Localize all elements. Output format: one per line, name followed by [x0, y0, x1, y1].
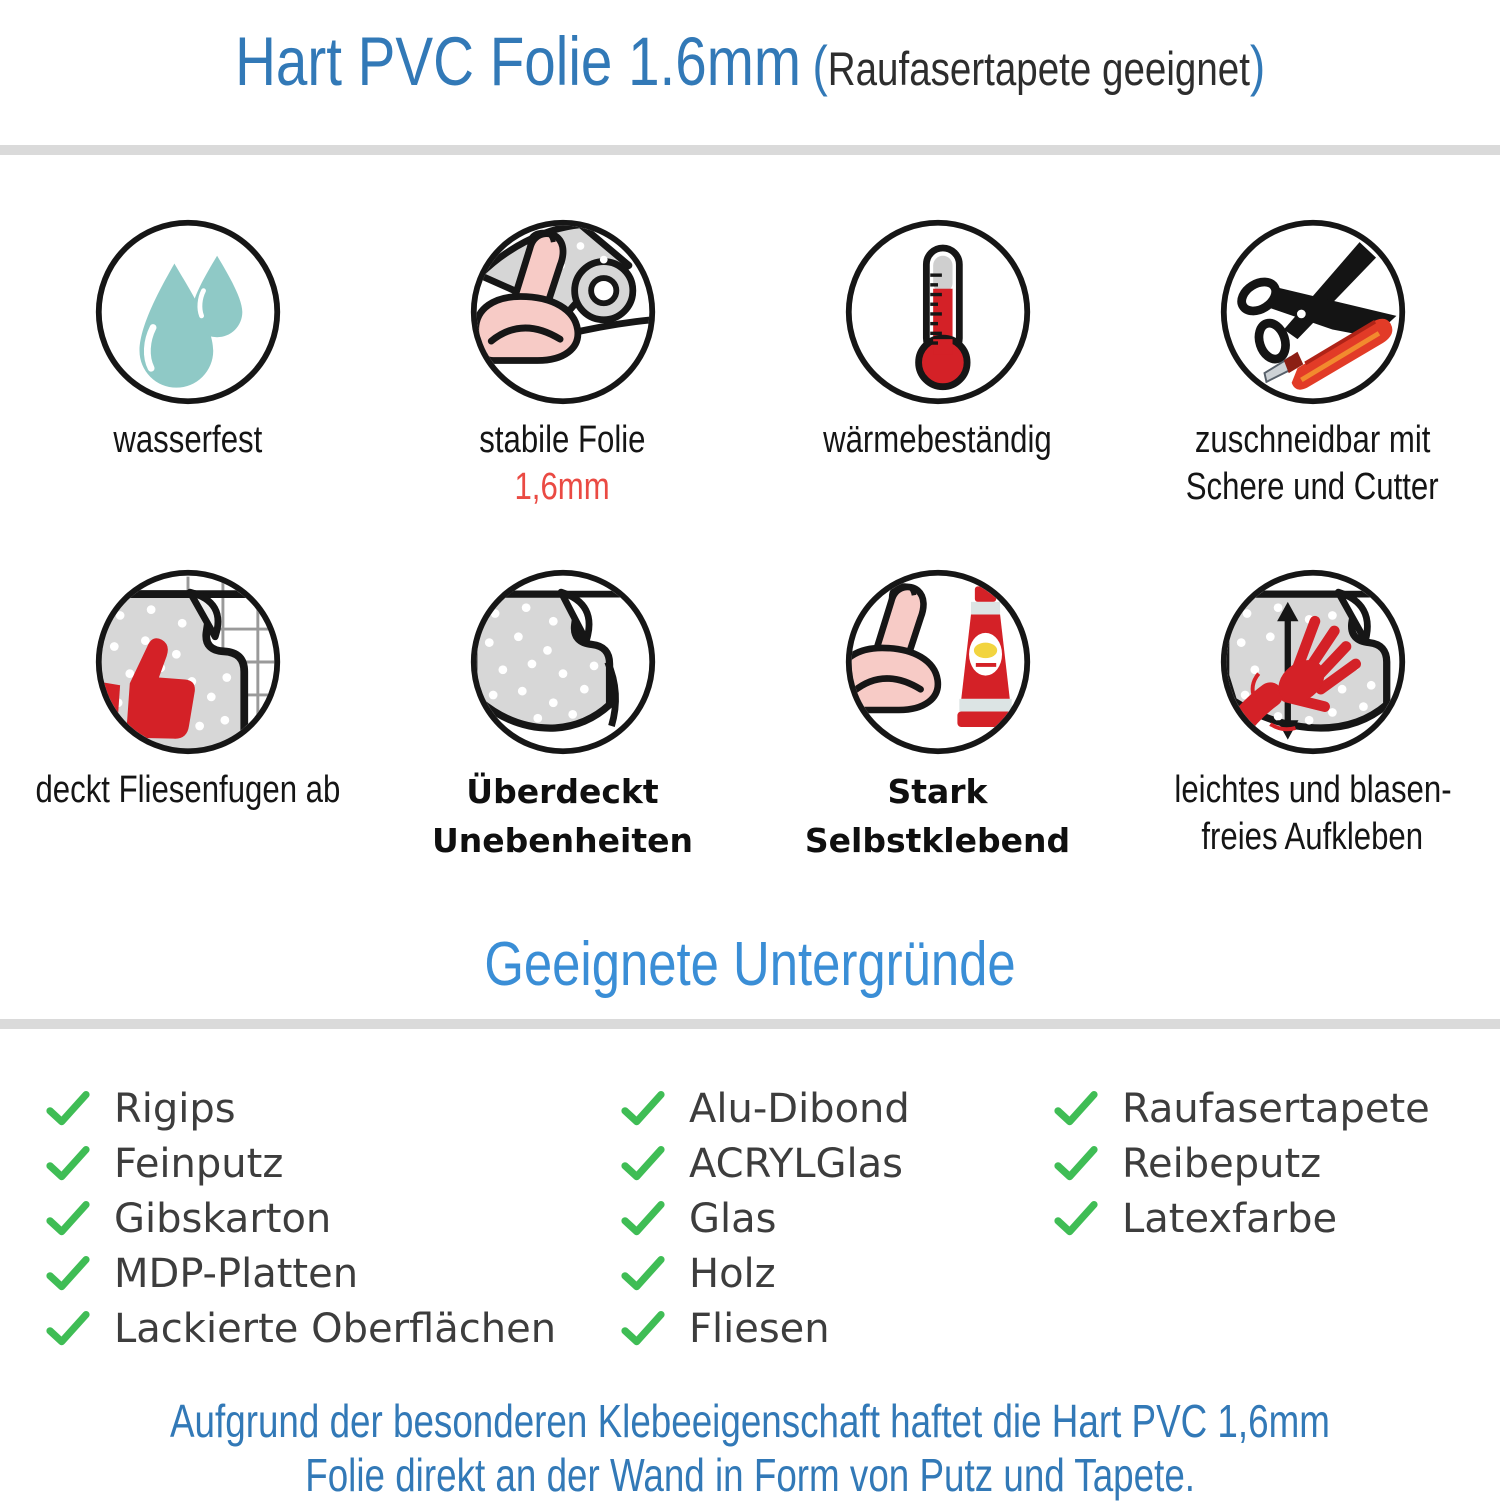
- list-item-label: Fliesen: [689, 1305, 830, 1352]
- feature-label: zuschneidbar mit: [1194, 419, 1431, 461]
- thickness-label: 1,6mm: [514, 466, 611, 508]
- feature-label: deckt Fliesenfugen ab: [35, 769, 340, 811]
- list-item-label: Raufasertapete: [1122, 1085, 1430, 1132]
- feature-ueberdeckt: [375, 565, 750, 871]
- list-item-label: Alu-Dibond: [689, 1085, 910, 1132]
- title-paren-close: ): [1249, 34, 1266, 97]
- title-paren-open: (: [812, 34, 828, 97]
- feature-zuschneidbar: [1125, 215, 1500, 521]
- list-item-label: Gibskarton: [114, 1195, 332, 1242]
- thermometer-icon: [841, 215, 1035, 409]
- list-item: [1054, 1136, 1500, 1191]
- surface-column-1: [46, 1081, 621, 1356]
- water-drops-icon: [91, 215, 285, 409]
- page-subtitle: Raufasertapete geeignet: [827, 42, 1250, 95]
- list-item: [621, 1191, 1046, 1246]
- feature-label: Stark: [887, 772, 988, 811]
- check-icon: [46, 1201, 90, 1237]
- check-icon: [621, 1311, 665, 1347]
- feature-selbstklebend: [750, 565, 1125, 871]
- feature-label: Schere und Cutter: [1186, 466, 1439, 508]
- feature-label: freies Aufkleben: [1201, 816, 1424, 858]
- check-icon: [621, 1256, 665, 1292]
- surface-column-3: [1046, 1081, 1500, 1356]
- list-item-label: Rigips: [114, 1085, 236, 1132]
- list-item: [621, 1301, 1046, 1356]
- list-item-label: Lackierte Oberflächen: [114, 1305, 557, 1352]
- list-item: [46, 1301, 621, 1356]
- list-item-label: MDP-Platten: [114, 1250, 359, 1297]
- feature-aufkleben: [1125, 565, 1500, 871]
- check-icon: [621, 1091, 665, 1127]
- feature-label: Unebenheiten: [431, 821, 693, 860]
- check-icon: [46, 1256, 90, 1292]
- list-item-label: Feinputz: [114, 1140, 284, 1187]
- strong-arm-foil-icon: [466, 215, 660, 409]
- feature-label: Selbstklebend: [804, 821, 1071, 860]
- list-item-label: ACRYLGlas: [689, 1140, 904, 1187]
- footer-line: Folie direkt an der Wand in Form von Putz und Tapete.: [305, 1449, 1195, 1501]
- thumbs-up-tiles-icon: [91, 565, 285, 759]
- page-title: Hart PVC Folie 1.6mm: [234, 23, 801, 100]
- check-icon: [46, 1091, 90, 1127]
- feature-label: wasserfest: [113, 419, 262, 461]
- page-footer: [0, 1394, 1500, 1502]
- list-item-label: Holz: [689, 1250, 776, 1297]
- list-item: [1054, 1191, 1500, 1246]
- list-item: [46, 1246, 621, 1301]
- divider-middle: [0, 1019, 1500, 1029]
- surface-column-2: [621, 1081, 1046, 1356]
- feature-waermebestaendig: [750, 215, 1125, 521]
- feature-fliesenfugen: [0, 565, 375, 871]
- check-icon: [46, 1146, 90, 1182]
- list-item: [46, 1136, 621, 1191]
- scissors-cutter-icon: [1216, 215, 1410, 409]
- check-icon: [1054, 1146, 1098, 1182]
- check-icon: [1054, 1201, 1098, 1237]
- feature-label: stabile Folie: [479, 419, 646, 461]
- list-item: [46, 1081, 621, 1136]
- divider-top: [0, 145, 1500, 155]
- feature-label: leichtes und blasen-: [1173, 769, 1452, 811]
- feature-label: wärmebeständig: [823, 419, 1052, 461]
- feature-label: Überdeckt: [466, 772, 659, 811]
- list-item-label: Latexfarbe: [1122, 1195, 1338, 1242]
- section-title: Geeignete Untergründe: [484, 930, 1016, 999]
- list-item: [621, 1246, 1046, 1301]
- list-item-label: Reibeputz: [1122, 1140, 1322, 1187]
- list-item: [1054, 1081, 1500, 1136]
- feature-grid: [0, 215, 1500, 871]
- feature-stabile-folie: [375, 215, 750, 521]
- page-header: [0, 0, 1500, 121]
- check-icon: [621, 1146, 665, 1182]
- list-item-label: Glas: [689, 1195, 777, 1242]
- check-icon: [1054, 1091, 1098, 1127]
- list-item: [621, 1081, 1046, 1136]
- hand-press-foil-icon: [1216, 565, 1410, 759]
- check-icon: [621, 1201, 665, 1237]
- footer-line: Aufgrund der besonderen Klebeeigenschaft haftet die Hart PVC 1,6mm: [170, 1395, 1330, 1447]
- surfaces-list: [0, 1081, 1500, 1356]
- check-icon: [46, 1311, 90, 1347]
- list-item: [621, 1136, 1046, 1191]
- list-item: [46, 1191, 621, 1246]
- feature-wasserfest: [0, 215, 375, 521]
- foil-peel-icon: [466, 565, 660, 759]
- arm-glue-tube-icon: [841, 565, 1035, 759]
